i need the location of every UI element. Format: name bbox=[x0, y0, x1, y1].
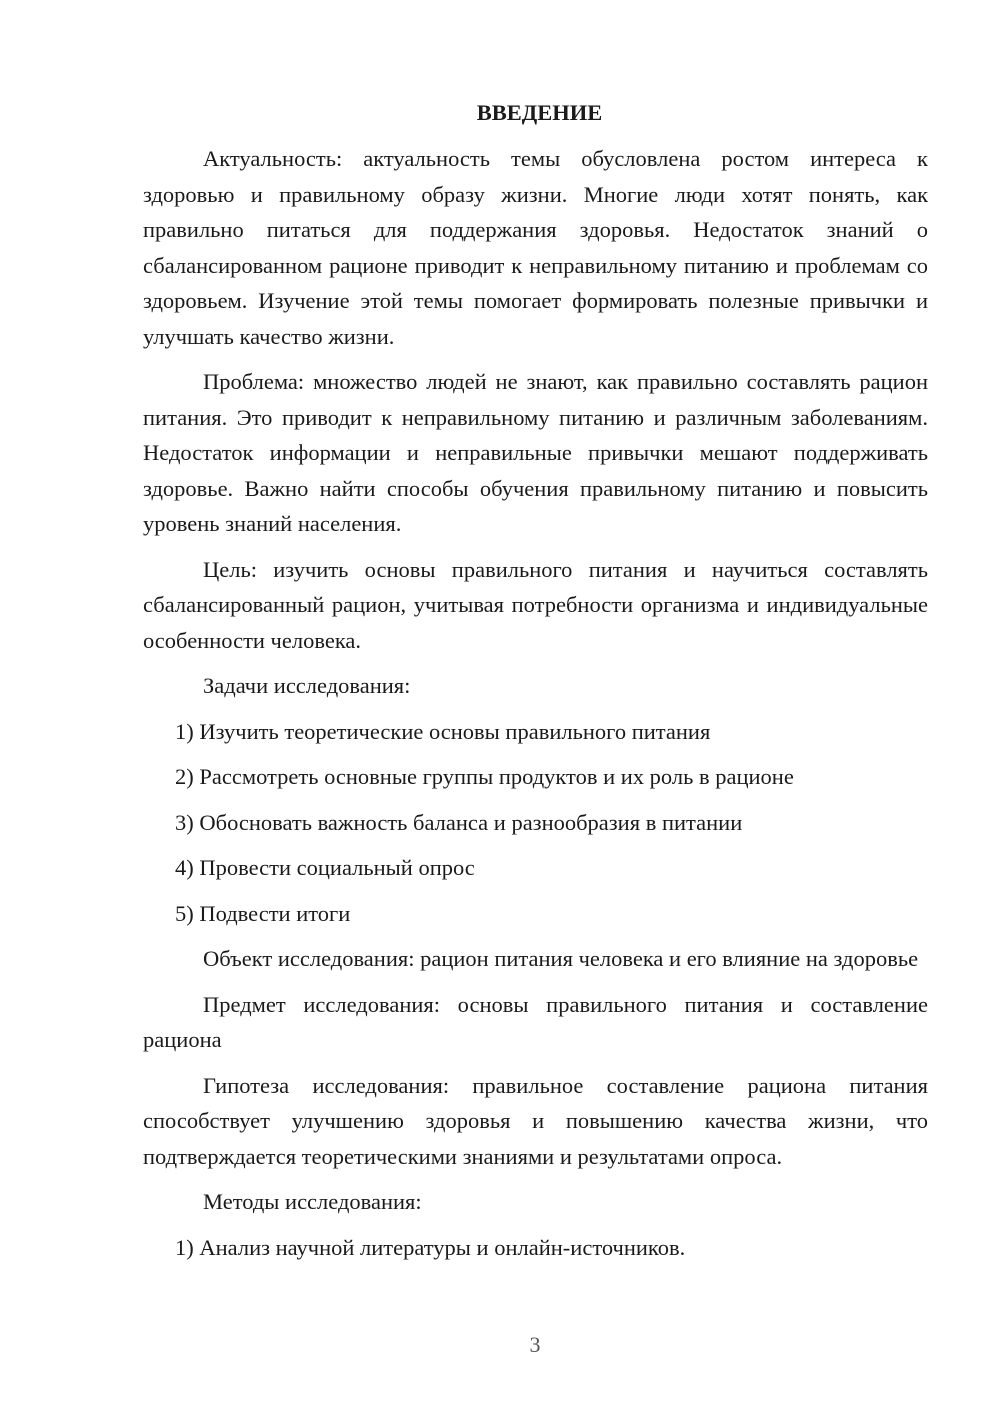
task-item: 1) Изучить теоретические основы правильного питания bbox=[175, 718, 711, 744]
task-item: 3) Обосновать важность баланса и разнообразия в питании bbox=[175, 809, 743, 835]
task-item: 2) Рассмотреть основные группы продуктов и их роль в рационе bbox=[175, 764, 794, 789]
page-number: 3 bbox=[529, 1332, 541, 1357]
method-item: 1) Анализ научной литературы и онлайн-источников. bbox=[175, 1234, 686, 1260]
subject-paragraph: Предмет исследования: основы правильного питания и составление рациона bbox=[143, 991, 928, 1052]
section-title: ВВЕДЕНИЕ bbox=[476, 100, 603, 125]
relevance-paragraph: Актуальность: актуальность темы обусловлена ростом интереса к здоровью и правильному образу жизни. Многие люди хотят понять, как правильно питаться для поддержания здоровья. Недостаток знаний о сбалансированном рационе приводит к неправильному питанию и проблемам со здоровьем. Изучение этой темы помогает формировать полезные привычки и улучшать качество жизни. bbox=[143, 146, 928, 349]
document-page bbox=[143, 95, 928, 1275]
task-item: 5) Подвести итоги bbox=[175, 900, 351, 926]
goal-paragraph: Цель: изучить основы правильного питания и научиться составлять сбалансированный рацион, учитывая потребности организма и индивидуальные особенности человека. bbox=[143, 556, 928, 653]
task-item: 4) Провести социальный опрос bbox=[175, 855, 475, 880]
tasks-heading: Задачи исследования: bbox=[203, 673, 411, 698]
methods-heading: Методы исследования: bbox=[203, 1189, 422, 1214]
hypothesis-paragraph: Гипотеза исследования: правильное составление рациона питания способствует улучшению здоровья и повышению качества жизни, что подтверждается теоретическими знаниями и результатами опроса. bbox=[143, 1072, 928, 1169]
object-paragraph: Объект исследования: рацион питания человека и его влияние на здоровье bbox=[203, 946, 919, 971]
problem-paragraph: Проблема: множество людей не знают, как правильно составлять рацион питания. Это приводит к неправильному питанию и различным заболеваниям. Недостаток информации и неправильные привычки мешают поддерживать здоровье. Важно найти способы обучения правильному питанию и повысить уровень знаний населения. bbox=[143, 369, 928, 536]
